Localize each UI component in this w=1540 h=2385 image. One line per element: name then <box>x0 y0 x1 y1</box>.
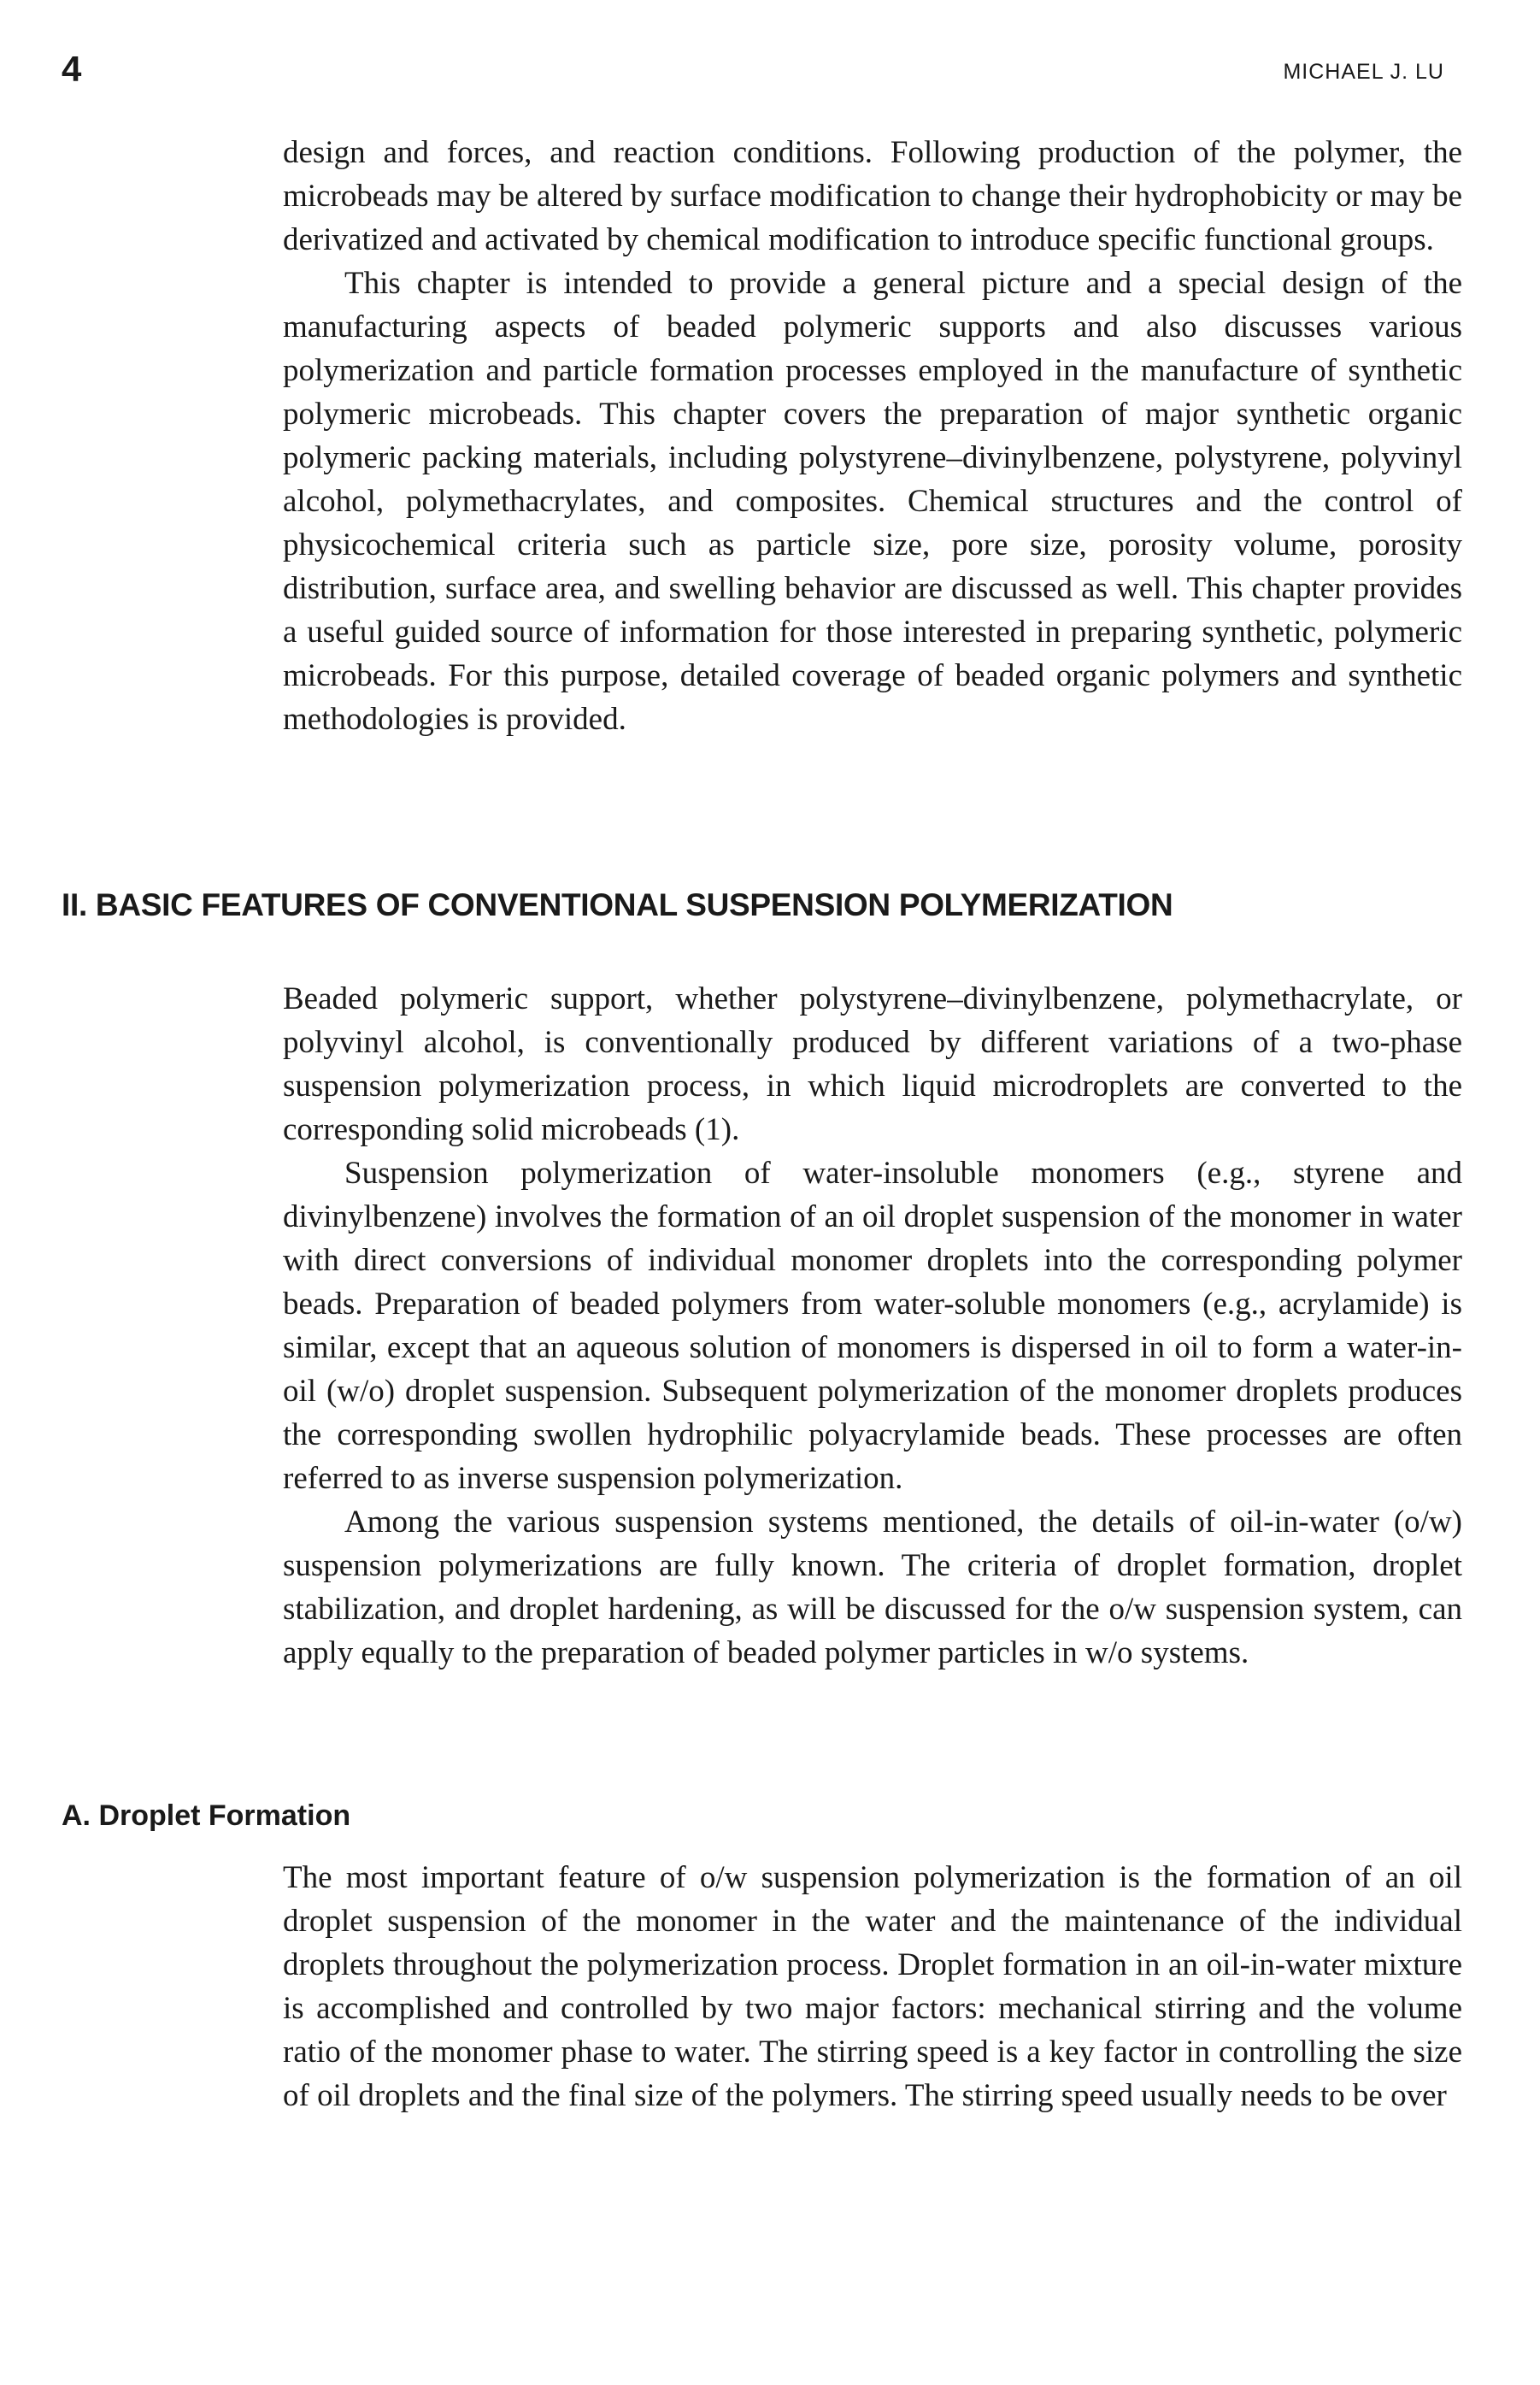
section-heading-basic-features: II. BASIC FEATURES OF CONVENTIONAL SUSPENSION POLYMERIZATION <box>62 887 1173 922</box>
section2-paragraph-1: Beaded polymeric support, whether polystyrene–divinylbenzene, polymethacrylate, or polyvinyl alcohol, is conventionally produced by different variations of a two-phase suspension polymerization process, in which liquid microdroplets are converted to the corresponding solid microbeads (1). <box>283 981 1462 1147</box>
subsection-heading-droplet-formation: A. Droplet Formation <box>62 1799 351 1832</box>
section2-paragraph-2: Suspension polymerization of water-insoluble monomers (e.g., styrene and divinylbenzene) involves the formation of an oil droplet suspension of the monomer in water with direct conversions of individual monomer droplets into the corresponding polymer beads. Preparation of beaded polymers from water-soluble monomers (e.g., acrylamide) is similar, except that an aqueous solution of monomers is dispersed in oil to form a water-in-oil (w/o) droplet suspension. Subsequent polymerization of the monomer droplets produces the corresponding swollen hydrophilic polyacrylamide beads. These processes are often referred to as inverse suspension polymerization. <box>283 1156 1462 1496</box>
page-number: 4 <box>62 49 82 89</box>
intro-section <box>283 131 1462 741</box>
intro-paragraph-2: This chapter is intended to provide a general picture and a special design of the manufacturing aspects of beaded polymeric supports and also discusses various polymerization and particle formation processes employed in the manufacture of synthetic polymeric microbeads. This chapter covers the preparation of major synthetic organic polymeric packing materials, including polystyrene–divinylbenzene, polystyrene, polyvinyl alcohol, polymethacrylates, and composites. Chemical structures and the control of physicochemical criteria such as particle size, pore size, porosity volume, porosity distribution, surface area, and swelling behavior are discussed as well. This chapter provides a useful guided source of information for those interested in preparing synthetic, polymeric microbeads. For this purpose, detailed coverage of beaded organic polymers and synthetic methodologies is provided. <box>283 266 1462 737</box>
subsection-droplet-formation-body <box>283 1856 1462 2117</box>
sectionA-paragraph-1: The most important feature of o/w suspension polymerization is the formation of an oil droplet suspension of the monomer in the water and the maintenance of the individual droplets throughout the polymerization process. Droplet formation in an oil-in-water mixture is accomplished and controlled by two major factors: mechanical stirring and the volume ratio of the monomer phase to water. The stirring speed is a key factor in controlling the size of oil droplets and the final size of the polymers. The stirring speed usually needs to be over <box>283 1860 1462 2113</box>
section2-paragraph-3: Among the various suspension systems mentioned, the details of oil-in-water (o/w) suspension polymerizations are fully known. The criteria of droplet formation, droplet stabilization, and droplet hardening, as will be discussed for the o/w suspension system, can apply equally to the preparation of beaded polymer particles in w/o systems. <box>283 1505 1462 1670</box>
intro-paragraph-1: design and forces, and reaction conditions. Following production of the polymer, the microbeads may be altered by surface modification to change their hydrophobicity or may be derivatized and activated by chemical modification to introduce specific functional groups. <box>283 135 1462 257</box>
running-head: MICHAEL J. LU <box>1283 60 1444 84</box>
section-basic-features-body <box>283 977 1462 1675</box>
